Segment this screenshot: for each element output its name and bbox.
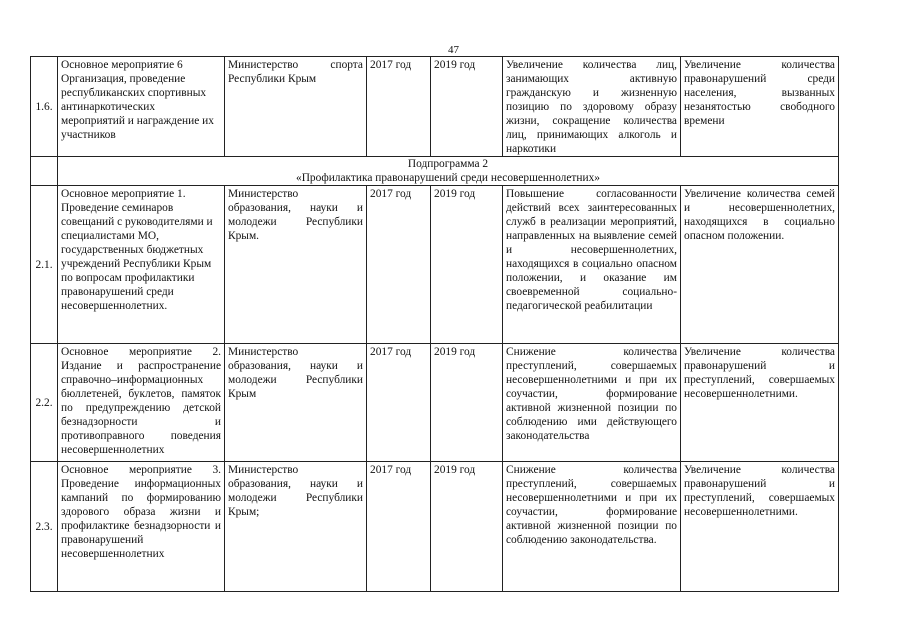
consequence-cell: Увеличение количества правонарушений среди населения, вызванных незанятостью свободного времени	[681, 57, 839, 157]
end-year-cell: 2019 год	[431, 462, 503, 592]
subprogram-spacer	[31, 157, 58, 186]
subprogram-title	[58, 157, 839, 186]
result-cell: Снижение количества преступлений, совершаемых несовершеннолетними и при их соучастии, формирование активной жизненной позиции по соблюдению ими действующего законодательства	[503, 344, 681, 462]
measure-cell: Основное мероприятие 3. Проведение информационных кампаний по формированию здорового образа жизни и профилактике безнадзорности и правонарушений несовершеннолетних	[58, 462, 225, 592]
table-row	[31, 186, 839, 344]
start-year-cell: 2017 год	[367, 186, 431, 344]
subprogram-line-2: «Профилактика правонарушений среди несовершеннолетних»	[296, 172, 600, 184]
row-number: 2.1.	[31, 186, 58, 344]
result-cell: Повышение согласованности действий всех заинтересованных служб в реализации мероприятий, направленных на выявление семей и несовершеннолетних, находящихся в социально опасном положении, и оказание им своевременной социально-педагогической реабилитации	[503, 186, 681, 344]
result-cell: Снижение количества преступлений, совершаемых несовершеннолетними и при их соучастии, формирование активной жизненной позиции по соблюдению законодательства.	[503, 462, 681, 592]
table-row	[31, 57, 839, 157]
executor-cell: Министерство образования, науки и молодежи Республики Крым.	[225, 186, 367, 344]
start-year-cell: 2017 год	[367, 462, 431, 592]
end-year-cell: 2019 год	[431, 344, 503, 462]
measure-cell: Основное мероприятие 6 Организация, проведение республиканских спортивных антинаркотических мероприятий и награждение их участников	[58, 57, 225, 157]
row-number: 2.2.	[31, 344, 58, 462]
end-year-cell: 2019 год	[431, 57, 503, 157]
page-number: 47	[448, 44, 459, 56]
table-row	[31, 344, 839, 462]
start-year-cell: 2017 год	[367, 344, 431, 462]
result-cell: Увеличение количества лиц, занимающих активную гражданскую и жизненную позицию по здоровому образу жизни, сокращение количества лиц, принимающих алкоголь и наркотики	[503, 57, 681, 157]
measure-cell: Основное мероприятие 2. Издание и распространение справочно–информационных бюллетеней, буклетов, памяток по предупреждению детской безнадзорности и противоправного поведения несовершеннолетних	[58, 344, 225, 462]
measure-cell: Основное мероприятие 1. Проведение семинаров совещаний с руководителями и специалистами МО, государственных бюджетных учреждений Республики Крым по вопросам профилактики правонарушений среди несовершеннолетних.	[58, 186, 225, 344]
executor-cell: Министерство образования, науки и молодежи Республики Крым	[225, 344, 367, 462]
executor-cell: Министерство образования, науки и молодежи Республики Крым;	[225, 462, 367, 592]
row-number: 2.3.	[31, 462, 58, 592]
consequence-cell: Увеличение количества правонарушений и преступлений, совершаемых несовершеннолетними.	[681, 462, 839, 592]
end-year-cell: 2019 год	[431, 186, 503, 344]
row-number: 1.6.	[31, 57, 58, 157]
consequence-cell: Увеличение количества семей и несовершеннолетних, находящихся в социально опасном положении.	[681, 186, 839, 344]
subprogram-header-row	[31, 157, 839, 186]
measures-table	[30, 56, 839, 592]
subprogram-line-1: Подпрограмма 2	[407, 158, 489, 170]
executor-cell: Министерство спорта Республики Крым	[225, 57, 367, 157]
start-year-cell: 2017 год	[367, 57, 431, 157]
consequence-cell: Увеличение количества правонарушений и преступлений, совершаемых несовершеннолетними.	[681, 344, 839, 462]
table-row	[31, 462, 839, 592]
